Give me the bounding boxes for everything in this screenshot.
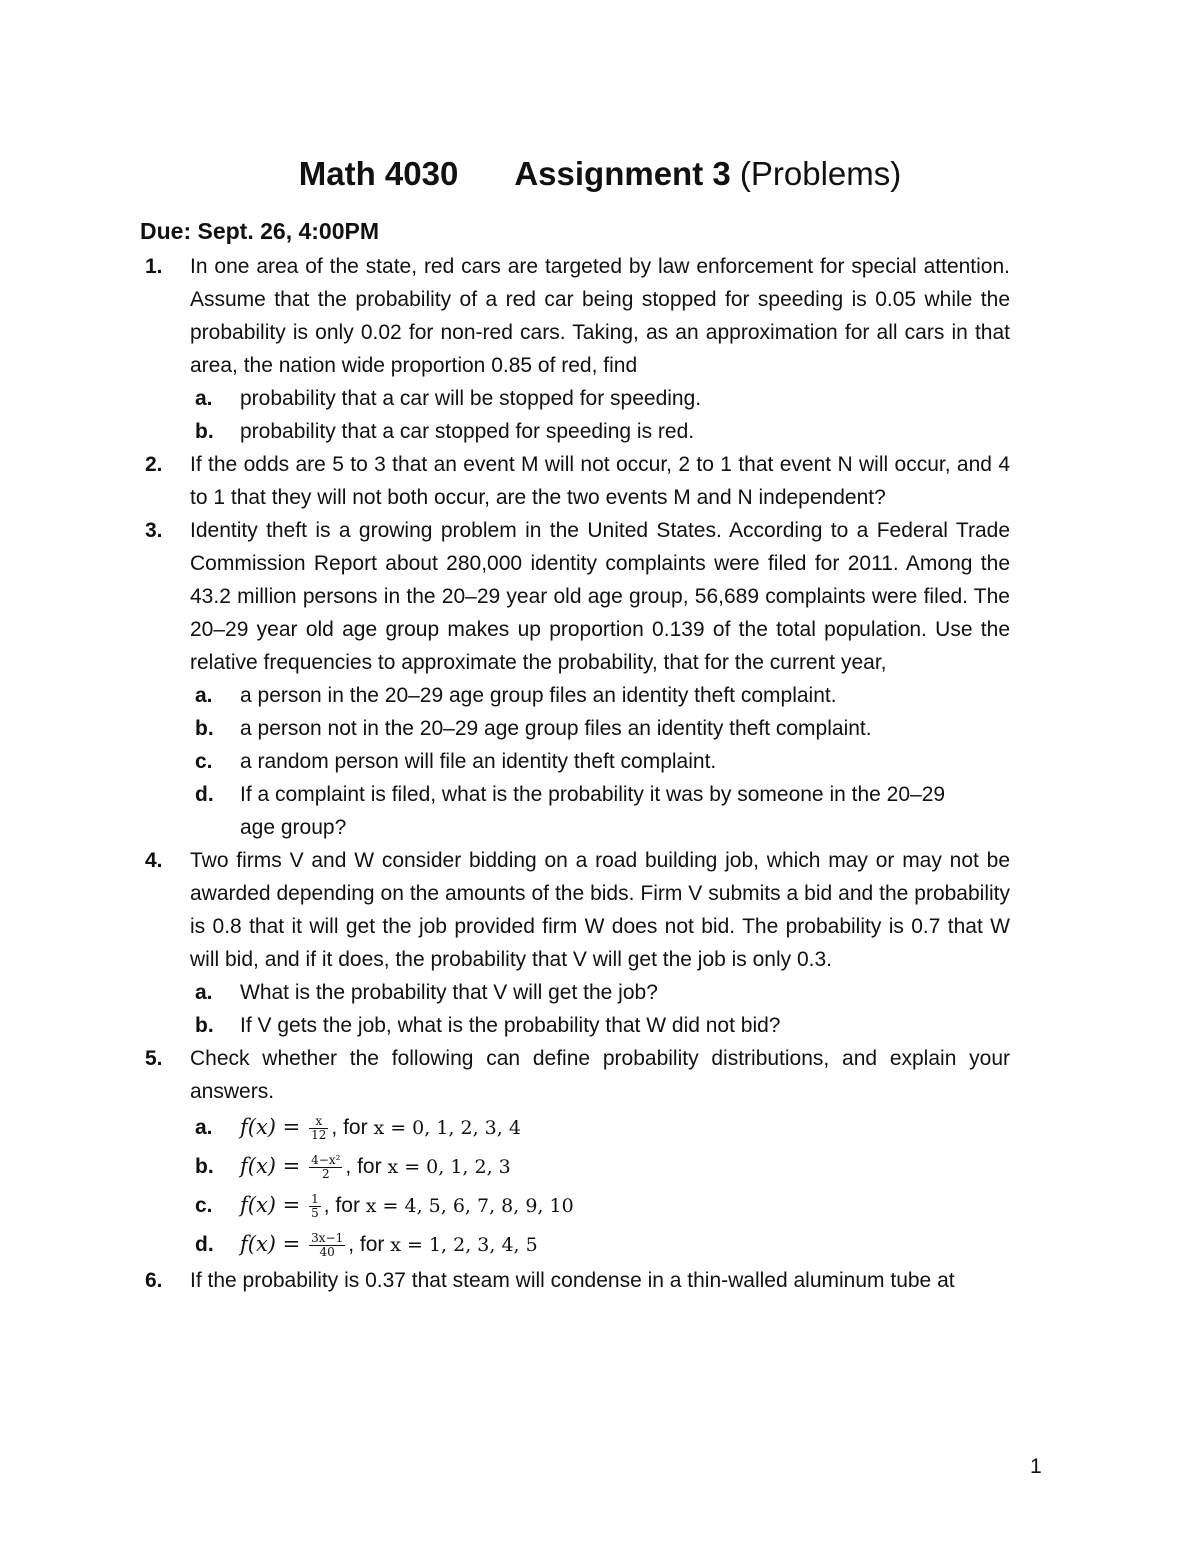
part-letter: d. [195,1233,214,1256]
part-text: If V gets the job, what is the probability that W did not bid? [240,1014,781,1037]
problem-list [140,250,1010,1297]
assignment-subtitle: (Problems) [739,155,902,192]
problem-4-part-b [140,1009,1010,1042]
problem-number: 2. [145,453,163,476]
problem-3-part-c [140,745,1010,778]
fraction [309,1193,321,1220]
part-text: probability that a car stopped for speeding is red. [240,420,695,443]
part-text: a person in the 20–29 age group files an identity theft complaint. [240,684,837,707]
problem-3-part-d [140,778,1010,844]
page-title [0,155,1200,193]
function-expression: f(x) = [240,1232,301,1256]
problem-number: 4. [145,849,163,872]
domain-expression: x = 0, 1, 2, 3 [387,1156,511,1178]
numerator: 3x−1 [311,1230,344,1245]
problem-3 [140,514,1010,679]
numerator: 4−x² [311,1152,341,1167]
numerator: x [309,1115,328,1129]
part-letter: a. [195,1116,213,1139]
part-letter: d. [195,783,214,806]
part-text: If a complaint is filed, what is the probability it was by someone in the 20–29 age group? [240,783,946,839]
connector-text: , for [323,1194,360,1217]
part-letter: a. [195,684,213,707]
part-letter: b. [195,420,214,443]
problem-number: 5. [145,1047,163,1070]
problem-4 [140,844,1010,976]
problem-1-part-a [140,382,1010,415]
connector-text: , for [331,1116,368,1139]
problem-text: In one area of the state, red cars are targeted by law enforcement for special attention. Assume that the probability of a red car being stopped for speeding is 0.05 while the probability is only 0.02 for non-red cars. Taking, as an approximation for all cars in that area, the nation wide proportion 0.85 of red, find [190,255,1010,377]
fraction [309,1232,345,1259]
problem-2 [140,448,1010,514]
part-letter: a. [195,981,213,1004]
problem-5-part-d [140,1225,1010,1264]
problem-3-part-a [140,679,1010,712]
problem-5 [140,1042,1010,1108]
problem-6 [140,1264,1010,1297]
assignment-title: Assignment 3 [514,155,731,192]
numerator: 1 [311,1191,319,1206]
connector-text: , for [348,1233,385,1256]
due-date: Due: Sept. 26, 4:00PM [140,218,380,244]
part-text: probability that a car will be stopped for speeding. [240,387,702,410]
fraction [309,1115,328,1142]
problem-5-part-c [140,1186,1010,1225]
problem-5-part-b [140,1147,1010,1186]
part-text: a random person will file an identity theft complaint. [240,750,717,773]
denominator: 2 [321,1166,330,1181]
problem-text: Check whether the following can define probability distributions, and explain your answers. [190,1047,1010,1103]
denominator: 40 [319,1244,335,1259]
domain-expression: x = 4, 5, 6, 7, 8, 9, 10 [365,1195,574,1217]
problem-5-part-a [140,1108,1010,1147]
domain-expression: x = 1, 2, 3, 4, 5 [390,1234,538,1256]
problem-text: If the odds are 5 to 3 that an event M will not occur, 2 to 1 that event N will occur, and 4 to 1 that they will not both occur, are the two events M and N independent? [190,453,1010,509]
problem-text: Identity theft is a growing problem in the United States. According to a Federal Trade Commission Report about 280,000 identity complaints were filed for 2011. Among the 43.2 million persons in the 20–29 year old age group, 56,689 complaints were filed. The 20–29 year old age group makes up proportion 0.139 of the total population. Use the relative frequencies to approximate the probability, that for the current year, [190,519,1010,674]
denominator: 12 [311,1127,327,1142]
part-letter: c. [195,1194,213,1217]
part-text: a person not in the 20–29 age group files an identity theft complaint. [240,717,872,740]
part-letter: b. [195,1014,214,1037]
problem-number: 6. [145,1269,163,1292]
problem-number: 1. [145,255,163,278]
problem-4-part-a [140,976,1010,1009]
fraction [309,1154,342,1181]
problem-text: If the probability is 0.37 that steam will condense in a thin-walled aluminum tube at [190,1269,955,1292]
problem-3-part-b [140,712,1010,745]
course-name: Math 4030 [298,155,459,192]
domain-expression: x = 0, 1, 2, 3, 4 [373,1117,521,1139]
part-letter: b. [195,717,214,740]
denominator: 5 [311,1205,319,1220]
function-expression: f(x) = [240,1154,301,1178]
function-expression: f(x) = [240,1193,301,1217]
page-number: 1 [1030,1455,1042,1478]
problem-1 [140,250,1010,382]
part-letter: c. [195,750,213,773]
connector-text: , for [345,1155,382,1178]
part-letter: b. [195,1155,214,1178]
problem-number: 3. [145,519,163,542]
problem-text: Two firms V and W consider bidding on a road building job, which may or may not be awarded depending on the amounts of the bids. Firm V submits a bid and the probability is 0.8 that it will get the job provided firm W does not bid. The probability is 0.7 that W will bid, and if it does, the probability that V will get the job is only 0.3. [190,849,1010,971]
function-expression: f(x) = [240,1115,301,1139]
part-letter: a. [195,387,213,410]
part-text: What is the probability that V will get the job? [240,981,658,1004]
problem-1-part-b [140,415,1010,448]
